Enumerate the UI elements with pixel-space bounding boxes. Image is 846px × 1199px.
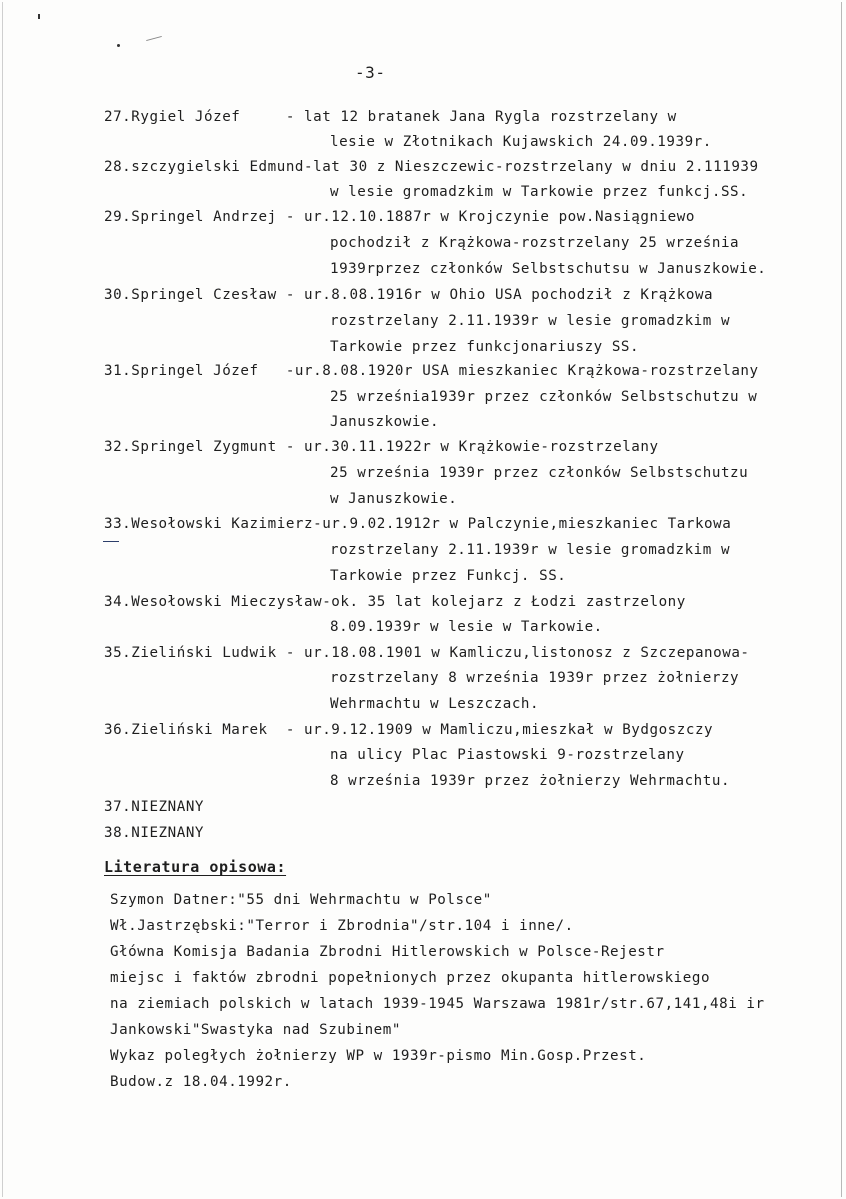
list-entry-line: 8.09.1939r w lesie w Tarkowie. (330, 619, 603, 635)
literature-line: Główna Komisja Badania Zbrodni Hitlerowskich w Polsce-Rejestr (110, 944, 665, 960)
page-number: -3- (355, 63, 386, 82)
list-entry-line: 38.NIEZNANY (104, 825, 205, 841)
list-entry-line: 25 września1939r przez członków Selbstschutzu w (330, 389, 758, 405)
list-entry-line: 1939rprzez członków Selbstschutsu w Januszkowie. (330, 261, 767, 277)
literature-line: Jankowski"Swastyka nad Szubinem" (110, 1022, 401, 1038)
list-entry-line: 36.Zieliński Marek - ur.9.12.1909 w Mamliczu,mieszkał w Bydgoszczy (104, 722, 714, 738)
margin-dot-mark (38, 14, 40, 19)
list-entry-line: 27.Rygiel Józef - lat 12 bratanek Jana Rygla rozstrzelany w (104, 109, 677, 125)
literature-line: Budow.z 18.04.1992r. (110, 1074, 292, 1090)
margin-dot-mark (117, 44, 120, 47)
literature-line: miejsc i faktów zbrodni popełnionych przez okupanta hitlerowskiego (110, 970, 711, 986)
list-entry-line: Tarkowie przez Funkcj. SS. (330, 568, 567, 584)
literature-line: Wykaz poległych żołnierzy WP w 1939r-pismo Min.Gosp.Przest. (110, 1048, 647, 1064)
literature-line: Szymon Datner:"55 dni Wehrmachtu w Polsce" (110, 892, 492, 908)
list-entry-line: w Januszkowie. (330, 491, 458, 507)
list-entry-line: 34.Wesołowski Mieczysław-ok. 35 lat kolejarz z Łodzi zastrzelony (104, 594, 686, 610)
list-entry-line: pochodził z Krążkowa-rozstrzelany 25 września (330, 235, 740, 251)
list-entry-line: rozstrzelany 2.11.1939r w lesie gromadzkim w (330, 542, 731, 558)
literature-line: Wł.Jastrzębski:"Terror i Zbrodnia"/str.104 i inne/. (110, 918, 574, 934)
list-entry-line: 29.Springel Andrzej - ur.12.10.1887r w Krojczynie pow.Nasiągniewo (104, 209, 695, 225)
list-entry-line: 35.Zieliński Ludwik - ur.18.08.1901 w Kamliczu,listonosz z Szczepanowa- (104, 645, 750, 661)
list-entry-line: lesie w Złotnikach Kujawskich 24.09.1939r. (330, 134, 712, 150)
list-entry-line: 37.NIEZNANY (104, 799, 205, 815)
list-entry-line: 30.Springel Czesław - ur.8.08.1916r w Ohio USA pochodził z Krążkowa (104, 287, 714, 303)
list-entry-line: 25 września 1939r przez członków Selbstschutzu (330, 465, 749, 481)
margin-dash-mark (103, 541, 119, 542)
list-entry-line: na ulicy Plac Piastowski 9-rozstrzelany (330, 747, 685, 763)
list-entry-line: 8 września 1939r przez żołnierzy Wehrmachtu. (330, 773, 731, 789)
list-entry-line: 28.szczygielski Edmund-lat 30 z Nieszczewic-rozstrzelany w dniu 2.111939 (104, 159, 759, 175)
list-entry-line: rozstrzelany 8 września 1939r przez żołnierzy (330, 670, 740, 686)
list-entry-line: Tarkowie przez funkcjonariuszy SS. (330, 339, 640, 355)
list-entry-line: rozstrzelany 2.11.1939r w lesie gromadzkim w (330, 313, 731, 329)
literature-line: na ziemiach polskich w latach 1939-1945 Warszawa 1981r/str.67,141,48i ir (110, 996, 765, 1012)
list-entry-line: w lesie gromadzkim w Tarkowie przez funkcj.SS. (330, 184, 749, 200)
list-entry-line: 31.Springel Józef -ur.8.08.1920r USA mieszkaniec Krążkowa-rozstrzelany (104, 363, 759, 379)
list-entry-line: Wehrmachtu w Leszczach. (330, 696, 540, 712)
list-entry-line: 33.Wesołowski Kazimierz-ur.9.02.1912r w Palczynie,mieszkaniec Tarkowa (104, 516, 732, 532)
literature-heading: Literatura opisowa: (104, 858, 287, 876)
list-entry-line: 32.Springel Zygmunt - ur.30.11.1922r w Krążkowie-rozstrzelany (104, 439, 659, 455)
list-entry-line: Januszkowie. (330, 414, 440, 430)
